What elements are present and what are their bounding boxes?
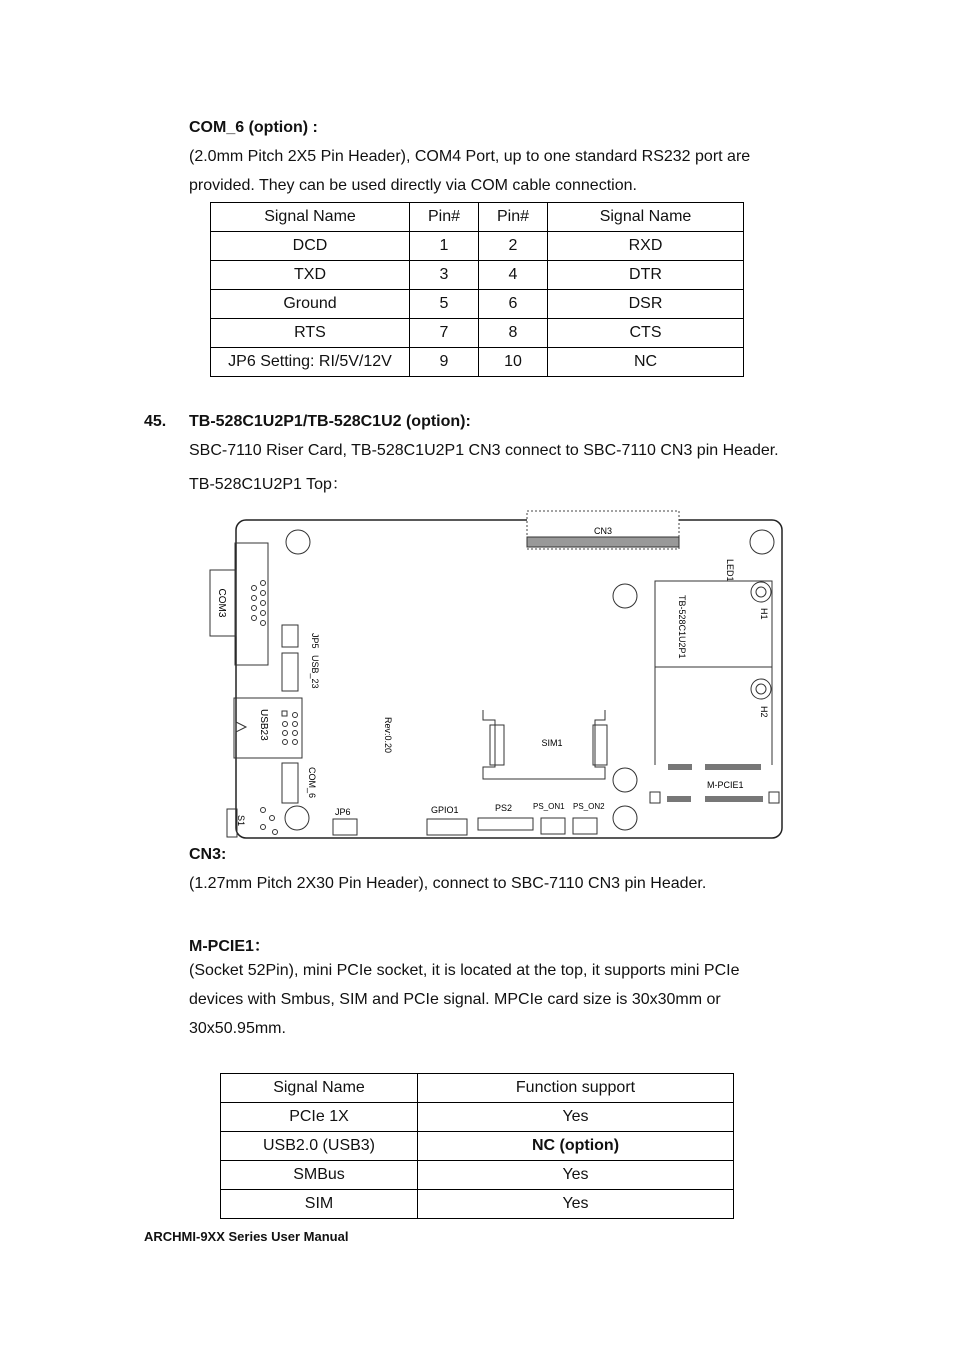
com-6-label: COM_6: [307, 767, 317, 799]
mpcie-latch-right: [769, 792, 779, 803]
mounting-hole: [285, 806, 309, 830]
table-cell: DTR: [548, 261, 744, 290]
ps2-label: PS2: [495, 803, 513, 813]
table-cell: USB2.0 (USB3): [221, 1132, 418, 1161]
table-header-cell: Signal Name: [221, 1074, 418, 1103]
table-row: [221, 1161, 734, 1190]
table-row: [221, 1190, 734, 1219]
gpio1-label: GPIO1: [431, 805, 459, 815]
s1-label: S1: [236, 815, 246, 827]
table-cell: RXD: [548, 232, 744, 261]
table-cell: 7: [410, 319, 479, 348]
jp6-label: JP6: [335, 807, 351, 817]
table-cell: 4: [479, 261, 548, 290]
mpcie-latch-left: [650, 792, 660, 803]
page-footer: ARCHMI-9XX Series User Manual: [144, 1229, 349, 1244]
table-cell: NC (option): [418, 1132, 734, 1161]
table-cell: JP6 Setting: RI/5V/12V: [211, 348, 410, 377]
table-cell: RTS: [211, 319, 410, 348]
ps-on2-label: PS_ON2: [573, 802, 605, 811]
cn3-connector: [527, 537, 679, 547]
cn3-label: CN3: [593, 526, 613, 536]
table-header-cell: Pin#: [410, 203, 479, 232]
table-cell: 9: [410, 348, 479, 377]
table-cell: Yes: [418, 1161, 734, 1190]
ps-on1-connector: [541, 818, 565, 834]
ps2-connector: [478, 818, 533, 830]
sim1-label: SIM1: [541, 738, 563, 748]
mpcie-contacts-right: [705, 796, 763, 802]
table-cell: TXD: [211, 261, 410, 290]
table-row: [221, 1103, 734, 1132]
com3-label: COM3: [216, 588, 227, 618]
table-cell: SIM: [221, 1190, 418, 1219]
table-header-row: [221, 1074, 734, 1103]
jp5-label: JP5: [310, 633, 320, 649]
usb23-label: USB23: [258, 709, 269, 741]
table-row: [211, 261, 744, 290]
section-title: TB-528C1U2P1/TB-528C1U2 (option):: [189, 413, 471, 430]
table-cell: 5: [410, 290, 479, 319]
mpcie-latch-contacts: [668, 764, 692, 770]
mpcie1-heading: M-PCIE1：: [189, 938, 270, 955]
mpcie1-description-line3: 30x50.95mm.: [189, 1020, 286, 1037]
mounting-hole: [613, 768, 637, 792]
table-cell: CTS: [548, 319, 744, 348]
ps-on1-label: PS_ON1: [533, 802, 565, 811]
jp6-header: [333, 819, 357, 835]
mpcie1-label: M-PCIE1: [707, 780, 744, 790]
table-cell: DCD: [211, 232, 410, 261]
com6-pin-table: [210, 202, 744, 377]
usb23-pins: [282, 711, 298, 745]
com6-description-line2: provided. They can be used directly via COM cable connection.: [189, 177, 637, 194]
table-cell: 6: [479, 290, 548, 319]
cn3-heading: CN3:: [189, 846, 227, 863]
h1-hole-inner: [756, 587, 766, 597]
led1-label: LED1: [725, 559, 735, 582]
mpcie-contacts-top: [705, 764, 761, 770]
mpcie-contacts-left: [667, 796, 691, 802]
table-cell: 3: [410, 261, 479, 290]
table-header-row: [211, 203, 744, 232]
com-6-header: [282, 763, 298, 803]
table-cell: PCIe 1X: [221, 1103, 418, 1132]
section-description-line2: TB-528C1U2P1 Top：: [189, 476, 348, 493]
table-row: [211, 290, 744, 319]
gpio1-header: [427, 819, 467, 835]
mpcie1-description-line1: (Socket 52Pin), mini PCIe socket, it is located at the top, it supports mini PCIe: [189, 962, 740, 979]
table-header-cell: Function support: [418, 1074, 734, 1103]
usb23-arrow: [236, 722, 246, 732]
mounting-hole: [613, 806, 637, 830]
ps-on2-connector: [573, 818, 597, 834]
usb-23-header: [282, 653, 298, 691]
table-row: [211, 348, 744, 377]
revision-label: Rev:0.20: [383, 717, 393, 754]
com6-heading: COM_6 (option) :: [189, 119, 318, 136]
table-row: [211, 232, 744, 261]
table-row: [221, 1132, 734, 1161]
jp5-header: [282, 625, 298, 647]
table-header-cell: Pin#: [479, 203, 548, 232]
table-cell: 10: [479, 348, 548, 377]
board-name-label: TB-528C1U2P1: [677, 595, 687, 659]
table-cell: Yes: [418, 1103, 734, 1132]
table-cell: NC: [548, 348, 744, 377]
table-cell: Yes: [418, 1190, 734, 1219]
mpcie1-function-table: [220, 1073, 734, 1219]
h1-hole: [751, 582, 771, 602]
mpcie1-description-line2: devices with Smbus, SIM and PCIe signal. MPCIe card size is 30x30mm or: [189, 991, 721, 1008]
section-number: 45.: [144, 413, 167, 430]
h2-hole-inner: [756, 684, 766, 694]
sim1-contacts-left: [490, 725, 504, 765]
h2-hole: [751, 679, 771, 699]
table-cell: 2: [479, 232, 548, 261]
table-header-cell: Signal Name: [211, 203, 410, 232]
com3-pins: [252, 581, 266, 626]
table-cell: DSR: [548, 290, 744, 319]
mounting-hole: [286, 530, 310, 554]
mpcie-card-area: [655, 581, 772, 667]
table-header-cell: Signal Name: [548, 203, 744, 232]
table-cell: 1: [410, 232, 479, 261]
cn3-description: (1.27mm Pitch 2X30 Pin Header), connect to SBC-7110 CN3 pin Header.: [189, 875, 707, 892]
mounting-hole: [750, 530, 774, 554]
usb-23-label: USB_23: [310, 655, 320, 689]
mounting-hole: [613, 584, 637, 608]
table-cell: Ground: [211, 290, 410, 319]
com6-description-line1: (2.0mm Pitch 2X5 Pin Header), COM4 Port, up to one standard RS232 port are: [189, 148, 751, 165]
table-row: [211, 319, 744, 348]
h1-label: H1: [759, 608, 769, 620]
table-cell: 8: [479, 319, 548, 348]
com3-connector: [235, 543, 268, 665]
section-description-line1: SBC-7110 Riser Card, TB-528C1U2P1 CN3 connect to SBC-7110 CN3 pin Header.: [189, 442, 779, 459]
s1-pins: [261, 808, 278, 835]
table-cell: SMBus: [221, 1161, 418, 1190]
board-top-diagram: [205, 505, 790, 845]
h2-label: H2: [759, 706, 769, 718]
